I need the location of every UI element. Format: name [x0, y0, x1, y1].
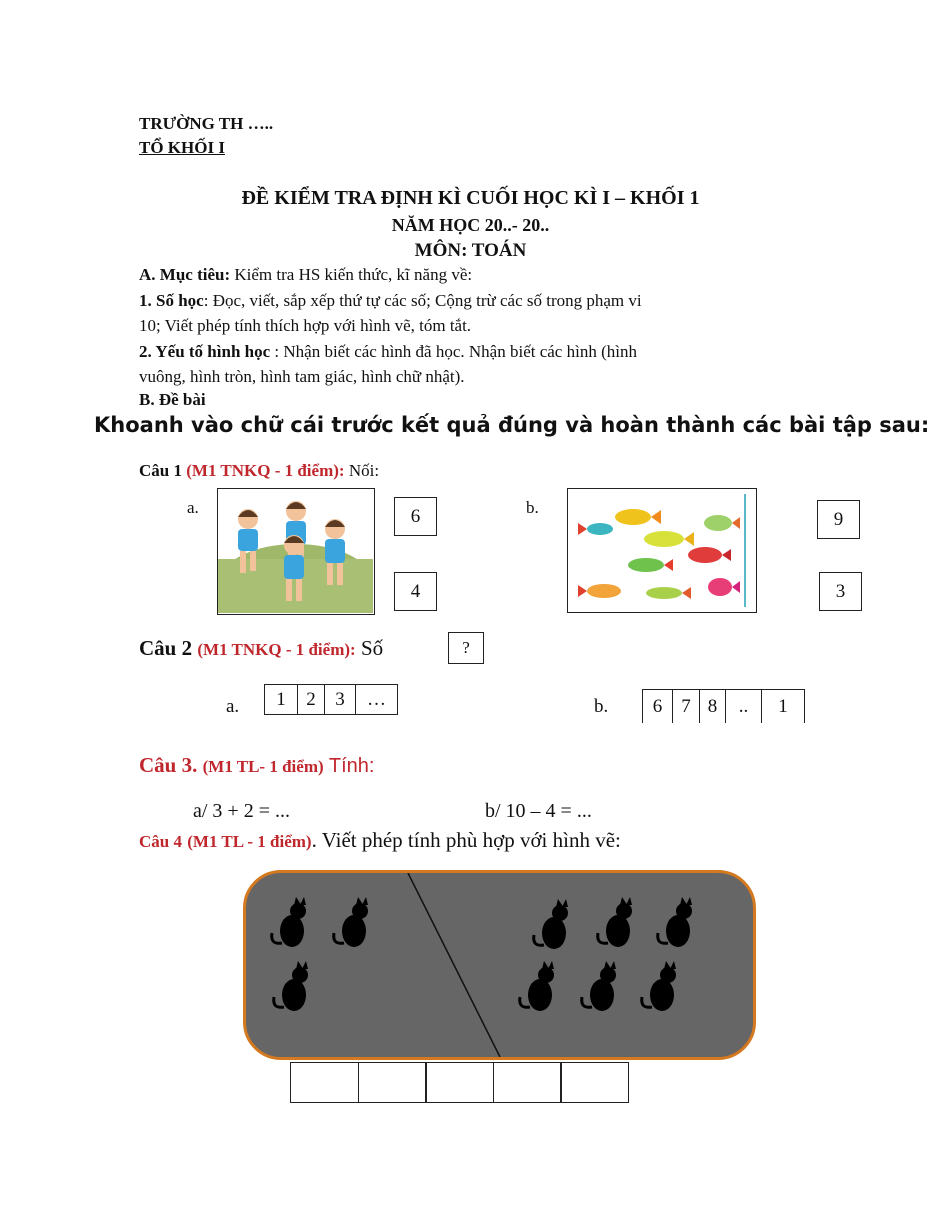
subject: MÔN: TOÁN [414, 240, 527, 261]
item1-label: 1. Số học [139, 291, 204, 310]
q1-a-option-2[interactable]: 4 [394, 572, 437, 611]
children-illustration [218, 489, 373, 613]
school-name: TRƯỜNG TH ….. [139, 114, 274, 133]
q2-mark: (M1 TNKQ - 1 điểm): [197, 640, 356, 659]
q2-b-sequence [642, 689, 805, 723]
q1-task: Nối: [344, 461, 380, 480]
cat-icon [582, 961, 616, 1011]
answer-cell[interactable] [290, 1062, 359, 1103]
q1-label: Câu 1 [139, 461, 182, 480]
section-a-text: Kiểm tra HS kiến thức, kĩ năng về: [230, 265, 473, 284]
item2-line1 [139, 341, 637, 363]
q1-b-label: b. [526, 498, 539, 517]
item1-line1 [139, 290, 642, 312]
children-picture [217, 488, 375, 615]
cat-icon [642, 961, 676, 1011]
cat-icon [334, 897, 368, 947]
section-a [139, 264, 472, 286]
seq-cell: 7 [673, 690, 700, 723]
cat-icon [598, 897, 632, 947]
q3-heading [139, 753, 374, 778]
school-year: NĂM HỌC 20..- 20.. [391, 215, 550, 235]
q2-a-label: a. [226, 696, 240, 717]
seq-cell: 1 [762, 690, 805, 723]
q3-b: b/ 10 – 4 = ... [485, 800, 592, 822]
exam-title: ĐỀ KIỂM TRA ĐỊNH KÌ CUỐI HỌC KÌ I – KHỐI 1 [241, 187, 700, 209]
q1-b-option-1[interactable]: 9 [817, 500, 860, 539]
cat-illustration [246, 873, 753, 1057]
cat-icon [274, 961, 308, 1011]
seq-cell: 8 [700, 690, 726, 723]
q1-mark: (M1 TNKQ - 1 điểm): [186, 461, 345, 480]
q3-mark: (M1 TL- 1 điểm) [202, 757, 324, 776]
q2-label: Câu 2 [139, 636, 193, 660]
q1-a-option-1[interactable]: 6 [394, 497, 437, 536]
cat-icon [534, 899, 568, 949]
q3-task: Tính: [323, 755, 375, 777]
item2-text: : Nhận biết các hình đã học. Nhận biết các hình (hình [270, 342, 637, 361]
q2-heading [139, 636, 383, 661]
answer-cell[interactable] [358, 1062, 427, 1103]
q4-heading [139, 828, 621, 853]
item2-line2: vuông, hình tròn, hình tam giác, hình chữ nhật). [139, 367, 465, 386]
q1-a-label: a. [187, 498, 199, 517]
seq-cell: 2 [298, 685, 325, 714]
q4-mark: (M1 TL - 1 điểm) [187, 832, 312, 851]
section-a-label: A. Mục tiêu: [139, 265, 231, 284]
seq-cell-blank[interactable]: .. [726, 690, 762, 723]
q1-b-option-2[interactable]: 3 [819, 572, 862, 611]
seq-cell-blank[interactable]: … [356, 685, 398, 714]
answer-row [290, 1062, 628, 1103]
cat-icon [272, 897, 306, 947]
fish-icon [615, 509, 661, 525]
seq-cell: 1 [265, 685, 298, 714]
item1-line2: 10; Viết phép tính thích hợp với hình vẽ, tóm tắt. [139, 316, 472, 335]
answer-cell[interactable] [560, 1062, 629, 1103]
q2-task: Số [355, 636, 384, 660]
seq-cell: 6 [643, 690, 673, 723]
answer-cell[interactable] [425, 1062, 494, 1103]
q2-b-label: b. [594, 696, 609, 717]
item2-label: 2. Yếu tố hình học [139, 342, 271, 361]
section-b-label: B. Đề bài [139, 390, 206, 409]
q1-heading [139, 460, 379, 482]
cat-icon [520, 961, 554, 1011]
q3-a: a/ 3 + 2 = ... [193, 800, 290, 822]
cat-icon [658, 897, 692, 947]
fish-illustration [568, 489, 755, 611]
fish-picture [567, 488, 757, 613]
q3-label: Câu 3. [139, 753, 198, 777]
item1-text: : Đọc, viết, sắp xếp thứ tự các số; Cộng trừ các số trong phạm vi [203, 291, 642, 310]
answer-cell[interactable] [493, 1062, 562, 1103]
instruction: Khoanh vào chữ cái trước kết quả đúng và hoàn thành các bài tập sau: [94, 413, 930, 437]
seq-cell: 3 [325, 685, 356, 714]
q2-number-box: ? [448, 632, 484, 664]
group-name: TỔ KHỐI I [139, 138, 225, 157]
q2-a-sequence [264, 684, 398, 715]
cat-panel [243, 870, 756, 1060]
q4-task: . Viết phép tính phù hợp với hình vẽ: [311, 828, 621, 852]
q4-label: Câu 4 [139, 832, 182, 851]
